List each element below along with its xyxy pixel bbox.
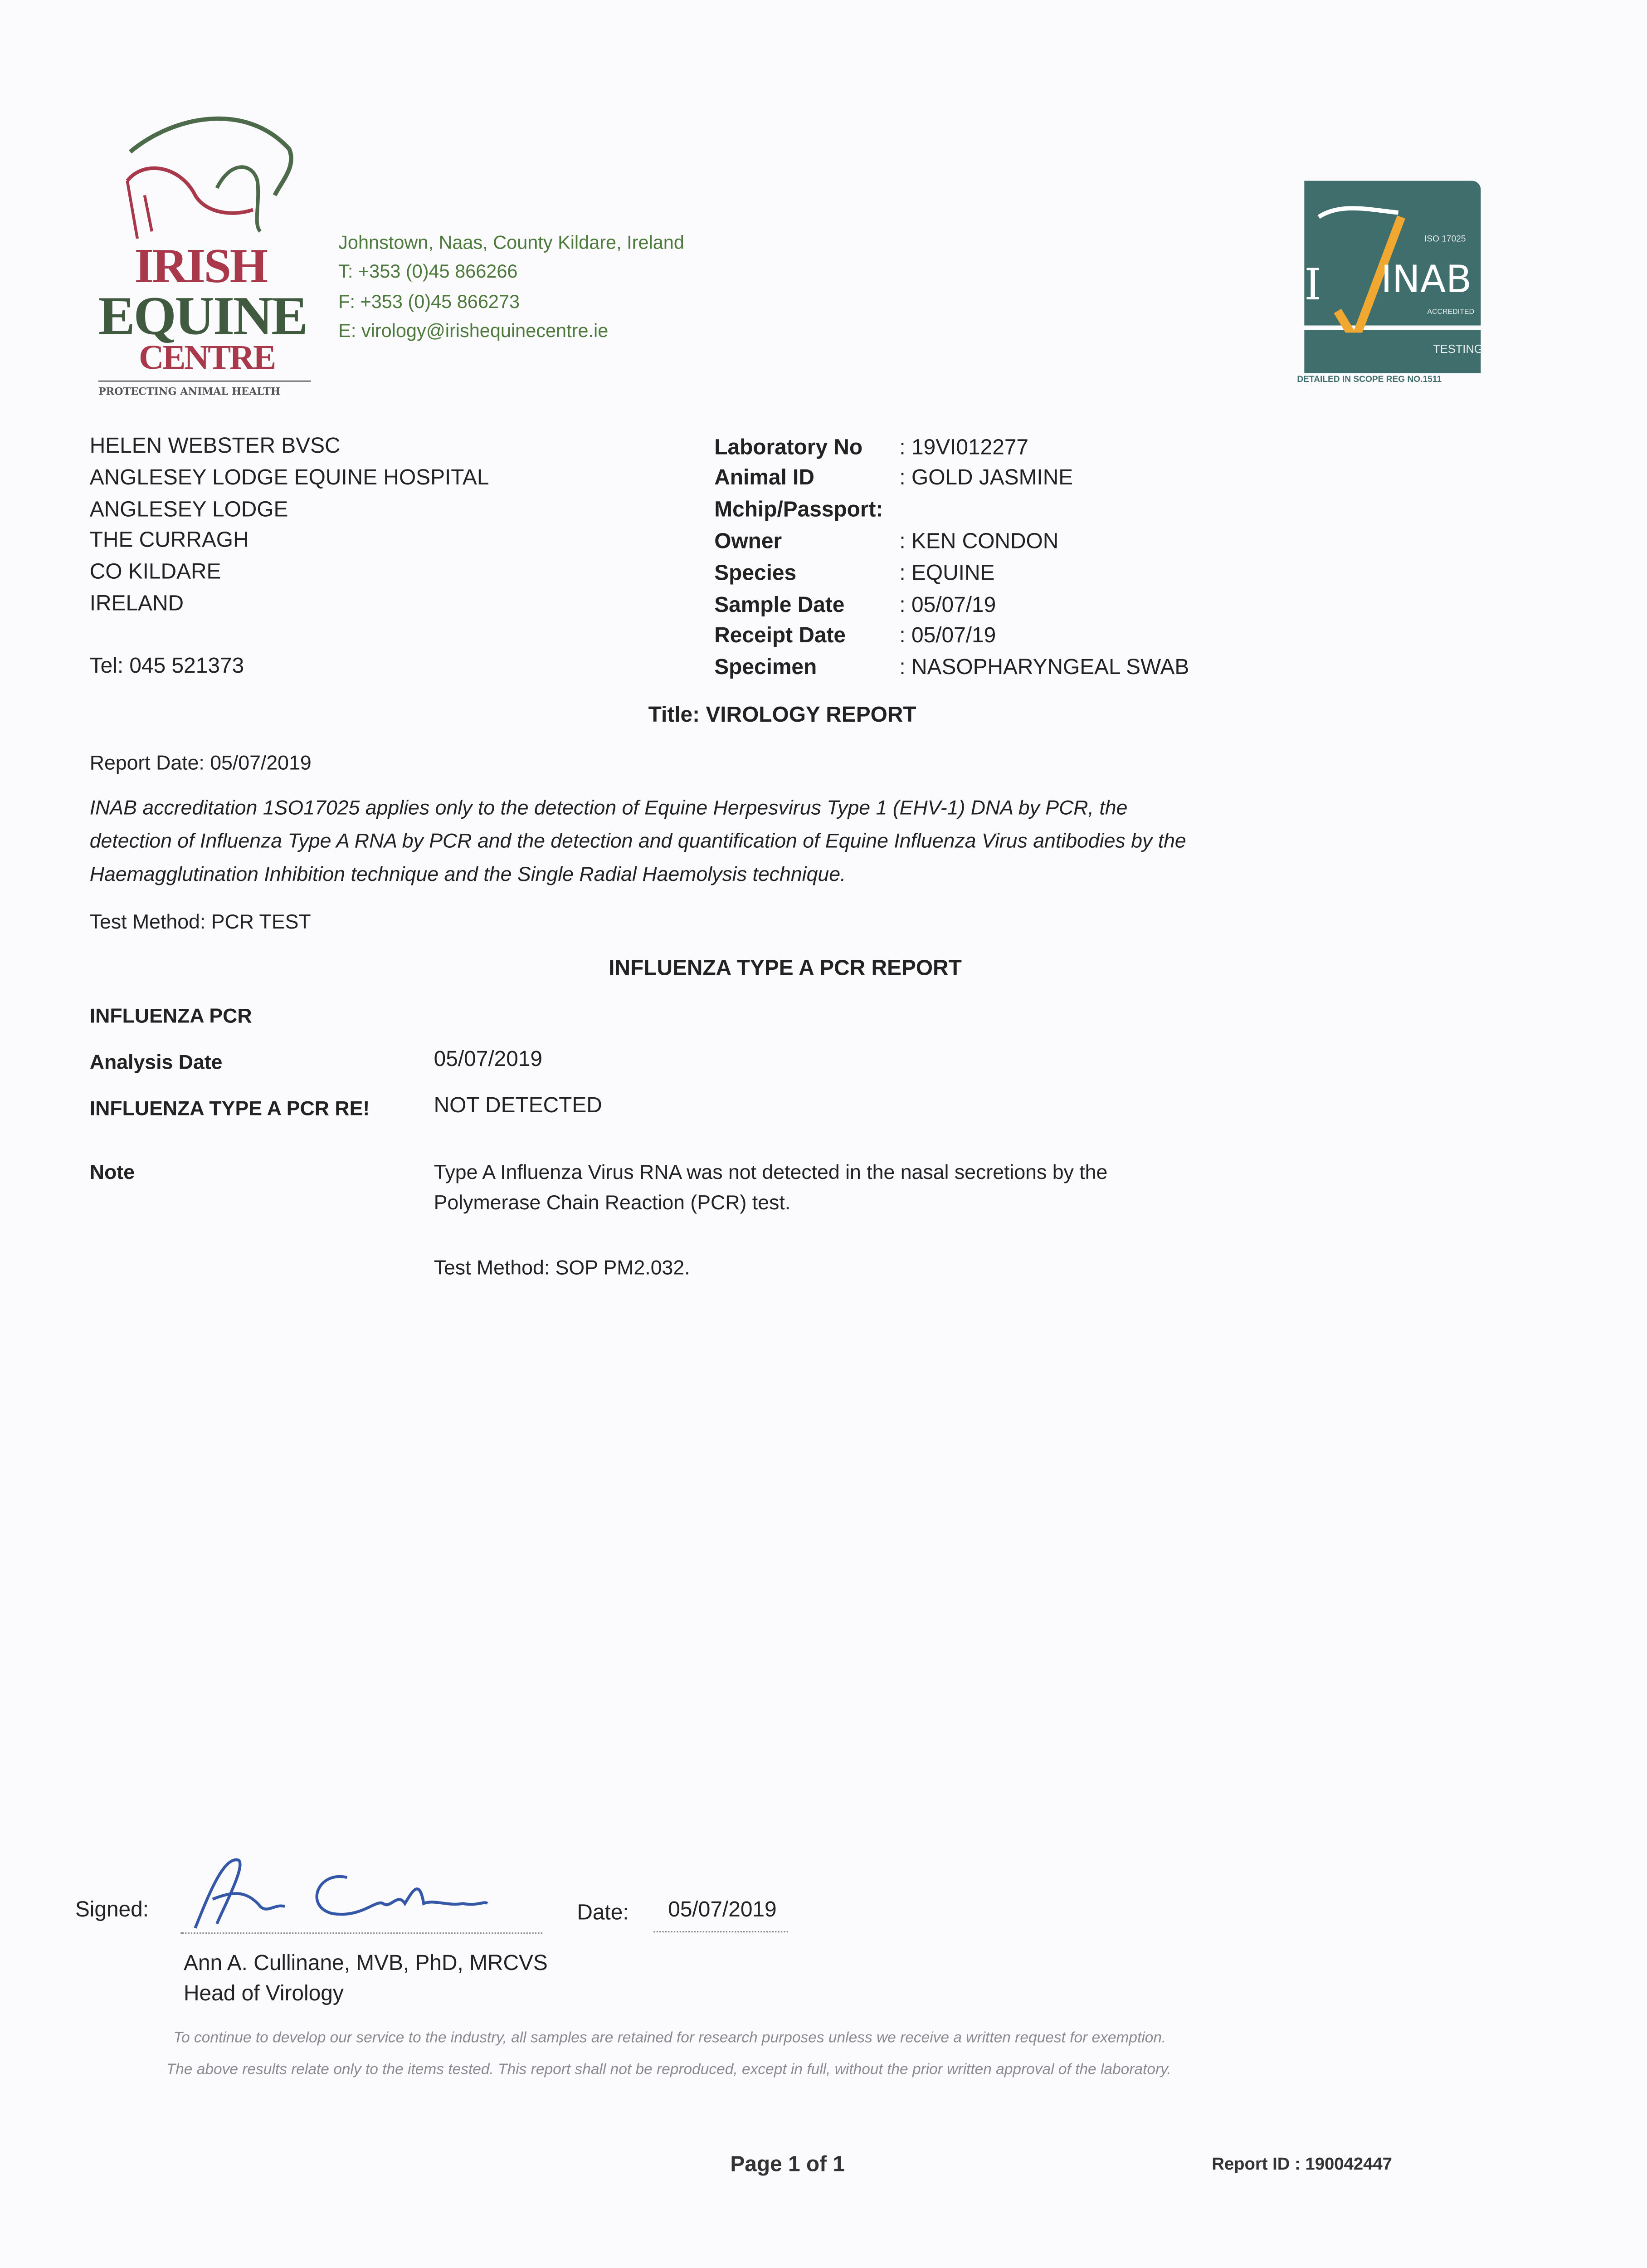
date-label: Date: bbox=[577, 1901, 629, 1926]
report-date: Report Date: 05/07/2019 bbox=[89, 750, 312, 774]
test-method: Test Method: PCR TEST bbox=[89, 909, 311, 933]
info-label: Receipt Date bbox=[714, 623, 846, 648]
analysis-date-label: Analysis Date bbox=[89, 1050, 223, 1074]
inab-accreditation-logo: I INAB ISO 17025 ACCREDITED TESTING DETAILED IN SCOPE REG NO.1511 bbox=[1294, 181, 1482, 398]
footer-disclaimer: To continue to develop our service to the industry, all samples are retained for research purposes unless we receive a written request for exemption. bbox=[173, 2029, 1166, 2047]
accreditation-note-line: detection of Influenza Type A RNA by PCR and the detection and quantification of Equine Influenza Virus antibodies by the bbox=[89, 829, 1186, 852]
inab-testing: TESTING bbox=[1433, 342, 1483, 356]
info-label: Species bbox=[714, 561, 797, 586]
recipient-line: HELEN WEBSTER BVSC bbox=[89, 434, 341, 459]
inab-iso: ISO 17025 bbox=[1424, 235, 1466, 244]
logo-text-equine: EQUINE bbox=[98, 286, 307, 347]
info-value: : 19VI012277 bbox=[899, 435, 1029, 460]
recipient-line: ANGLESEY LODGE bbox=[89, 497, 288, 523]
info-value: : 05/07/19 bbox=[899, 623, 996, 648]
info-label: Mchip/Passport: bbox=[714, 497, 883, 523]
lab-email: E: virology@irishequinecentre.ie bbox=[338, 319, 609, 342]
report-title: Title: VIROLOGY REPORT bbox=[648, 703, 916, 728]
info-value: : 05/07/19 bbox=[899, 593, 996, 618]
logo-text-irish: IRISH bbox=[134, 240, 267, 294]
signature-line bbox=[181, 1848, 542, 1934]
signer-role: Head of Virology bbox=[183, 1981, 344, 2006]
recipient-line: ANGLESEY LODGE EQUINE HOSPITAL bbox=[89, 465, 489, 491]
lab-fax: F: +353 (0)45 866273 bbox=[338, 290, 520, 313]
inab-accredited: ACCREDITED bbox=[1427, 308, 1475, 317]
sop-method: Test Method: SOP PM2.032. bbox=[434, 1255, 690, 1279]
section-title: INFLUENZA TYPE A PCR REPORT bbox=[609, 956, 962, 981]
info-label: Animal ID bbox=[714, 465, 814, 491]
recipient-line: IRELAND bbox=[89, 591, 184, 616]
info-label: Sample Date bbox=[714, 593, 845, 618]
info-value: : KEN CONDON bbox=[899, 529, 1059, 554]
result-label: INFLUENZA TYPE A PCR RE! bbox=[89, 1096, 370, 1120]
footer-disclaimer: The above results relate only to the items tested. This report shall not be reproduced, except in full, without the prior written approval of the laboratory. bbox=[166, 2061, 1171, 2079]
accreditation-note-line: INAB accreditation 1SO17025 applies only to the detection of Equine Herpesvirus Type 1 (EHV-1) DNA by PCR, the bbox=[89, 795, 1128, 819]
inab-name: INAB bbox=[1381, 259, 1472, 303]
horse-logo-icon bbox=[116, 108, 311, 239]
recipient-line: THE CURRAGH bbox=[89, 528, 249, 553]
subsection-title: INFLUENZA PCR bbox=[89, 1004, 252, 1027]
note-line: Polymerase Chain Reaction (PCR) test. bbox=[434, 1190, 791, 1214]
note-label: Note bbox=[89, 1160, 135, 1183]
accreditation-note-line: Haemagglutination Inhibition technique and the Single Radial Haemolysis technique. bbox=[89, 862, 846, 885]
lab-address: Johnstown, Naas, County Kildare, Ireland bbox=[338, 231, 684, 254]
signer-name: Ann A. Cullinane, MVB, PhD, MRCVS bbox=[183, 1951, 548, 1976]
info-label: Specimen bbox=[714, 655, 817, 680]
logo-tagline: PROTECTING ANIMAL HEALTH bbox=[98, 385, 280, 398]
analysis-date-value: 05/07/2019 bbox=[434, 1047, 543, 1072]
info-label: Owner bbox=[714, 529, 782, 554]
recipient-tel: Tel: 045 521373 bbox=[89, 654, 244, 679]
signed-label: Signed: bbox=[75, 1897, 149, 1922]
report-id: Report ID : 190042447 bbox=[1212, 2154, 1392, 2174]
lab-phone: T: +353 (0)45 866266 bbox=[338, 260, 518, 282]
handwritten-signature bbox=[181, 1848, 513, 1932]
result-value: NOT DETECTED bbox=[434, 1093, 602, 1118]
inab-scope: DETAILED IN SCOPE REG NO.1511 bbox=[1297, 376, 1442, 385]
info-value: : NASOPHARYNGEAL SWAB bbox=[899, 655, 1189, 680]
info-value: : EQUINE bbox=[899, 561, 995, 586]
info-label: Laboratory No bbox=[714, 435, 863, 460]
recipient-line: CO KILDARE bbox=[89, 560, 221, 585]
signature-date: 05/07/2019 bbox=[653, 1895, 788, 1932]
logo-text-centre: CENTRE bbox=[139, 340, 275, 378]
note-line: Type A Influenza Virus RNA was not detected in the nasal secretions by the bbox=[434, 1160, 1108, 1183]
info-value: : GOLD JASMINE bbox=[899, 465, 1073, 491]
page-number: Page 1 of 1 bbox=[730, 2152, 845, 2177]
